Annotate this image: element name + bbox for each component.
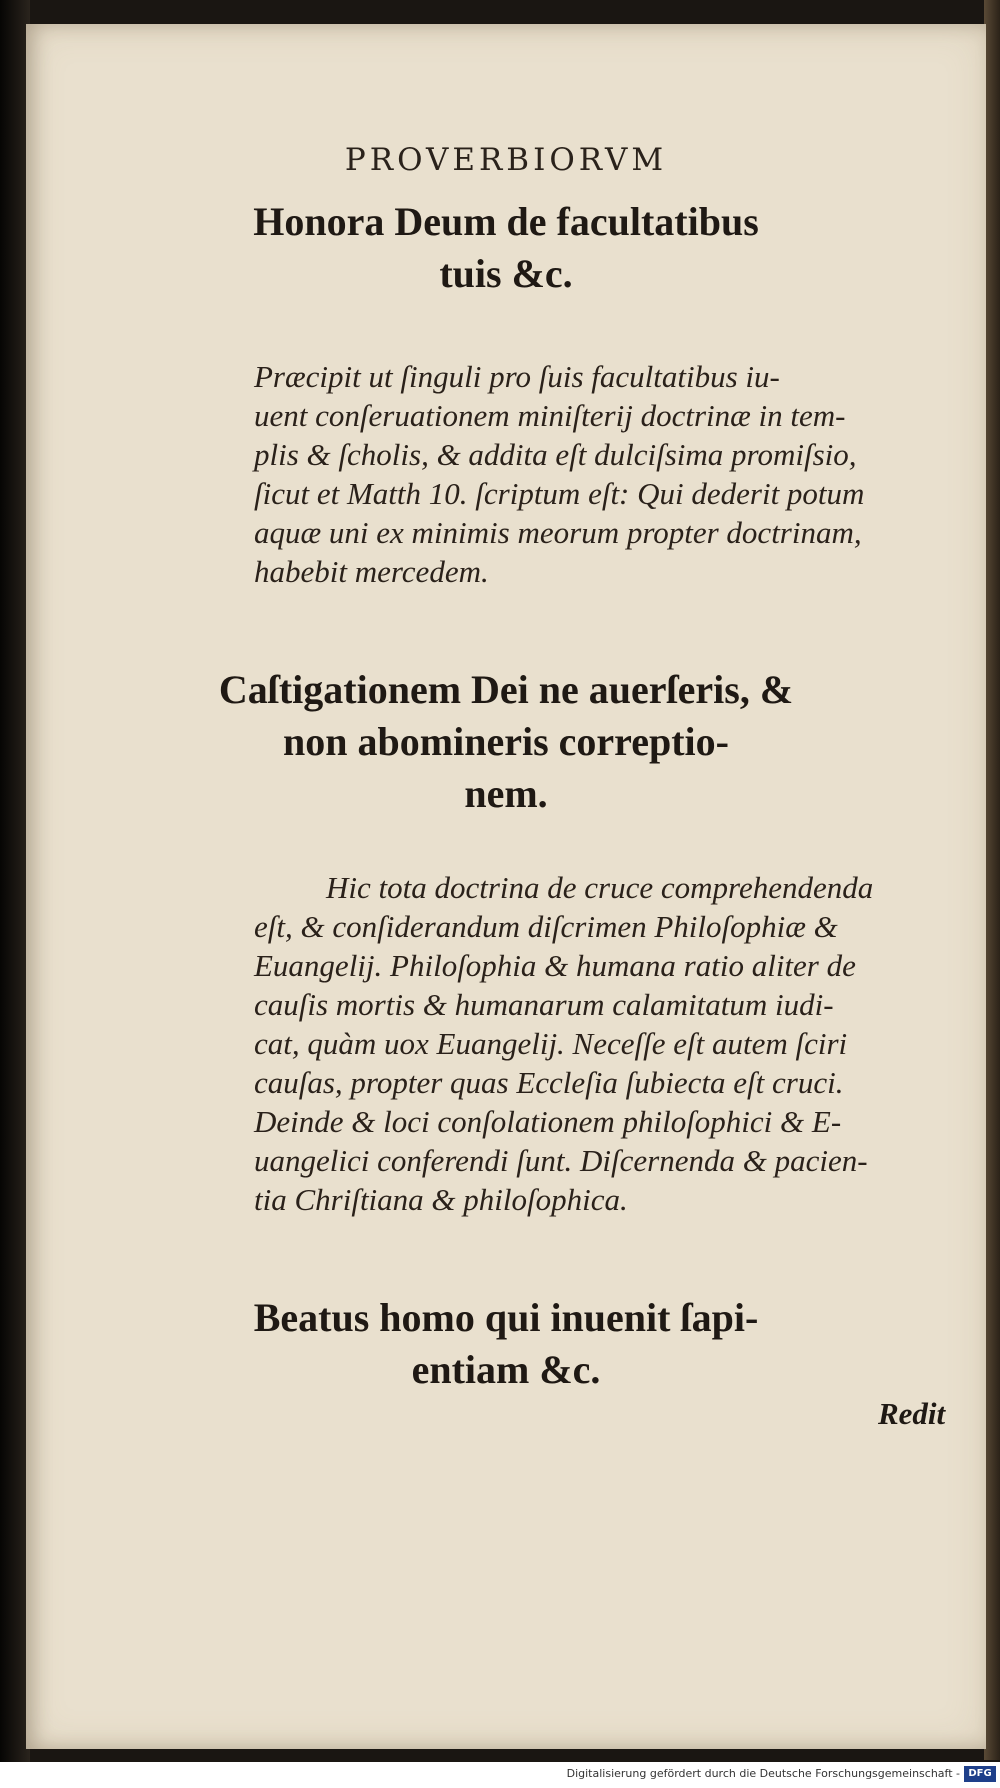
text-line: uent conſeruationem miniſterij doctrinæ in tem- [254, 398, 846, 433]
text-line: cauſas, propter quas Eccleſia ſubiecta eſt cruci. [254, 1065, 844, 1100]
commentary-paragraph-1 [254, 357, 989, 591]
text-line: Deinde & loci conſolationem philoſophici & E- [254, 1104, 842, 1139]
lemma-beatus [26, 1292, 986, 1396]
text-line: Præcipit ut ſinguli pro ſuis facultatibus iu- [254, 359, 780, 394]
digitization-footer [0, 1762, 1000, 1788]
lemma-line: entiam &c. [411, 1347, 601, 1392]
text-line: Euangelij. Philoſophia & humana ratio aliter de [254, 948, 856, 983]
lemma-line: nem. [464, 771, 548, 816]
lemma-line: non abomineris correptio- [283, 719, 729, 764]
dfg-logo-icon: DFG [964, 1766, 996, 1782]
lemma-line: Honora Deum de facultatibus [253, 199, 759, 244]
lemma-line: Beatus homo qui inuenit ſapi- [253, 1295, 759, 1340]
text-line: aquæ uni ex minimis meorum propter doctrinam, [254, 515, 862, 550]
text-line: Hic tota doctrina de cruce comprehendenda [326, 870, 874, 905]
book-page [26, 24, 986, 1749]
catchword: Redit [878, 1396, 946, 1431]
text-line: uangelici conferendi ſunt. Diſcernenda & pacien- [254, 1143, 868, 1178]
lemma-line: tuis &c. [439, 251, 573, 296]
text-line: tia Chriſtiana & philoſophica. [254, 1182, 628, 1217]
footer-credit: Digitalisierung gefördert durch die Deutsche Forschungsgemeinschaft - [566, 1767, 960, 1780]
lemma-honora [26, 196, 986, 300]
text-line: plis & ſcholis, & addita eſt dulciſsima promiſsio, [254, 437, 857, 472]
text-line: cauſis mortis & humanarum calamitatum iudi- [254, 987, 834, 1022]
text-line: ſicut et Matth 10. ſcriptum eſt: Qui dederit potum [254, 476, 865, 511]
commentary-paragraph-2 [254, 868, 989, 1219]
text-line: cat, quàm uox Euangelij. Neceſſe eſt autem ſciri [254, 1026, 848, 1061]
lemma-castigationem [26, 664, 986, 820]
lemma-line: Caſtigationem Dei ne auerſeris, & [218, 667, 794, 712]
text-line: eſt, & conſiderandum diſcrimen Philoſophiæ & [254, 909, 838, 944]
text-line: habebit mercedem. [254, 554, 489, 589]
running-head: PROVERBIORVM [344, 142, 668, 178]
